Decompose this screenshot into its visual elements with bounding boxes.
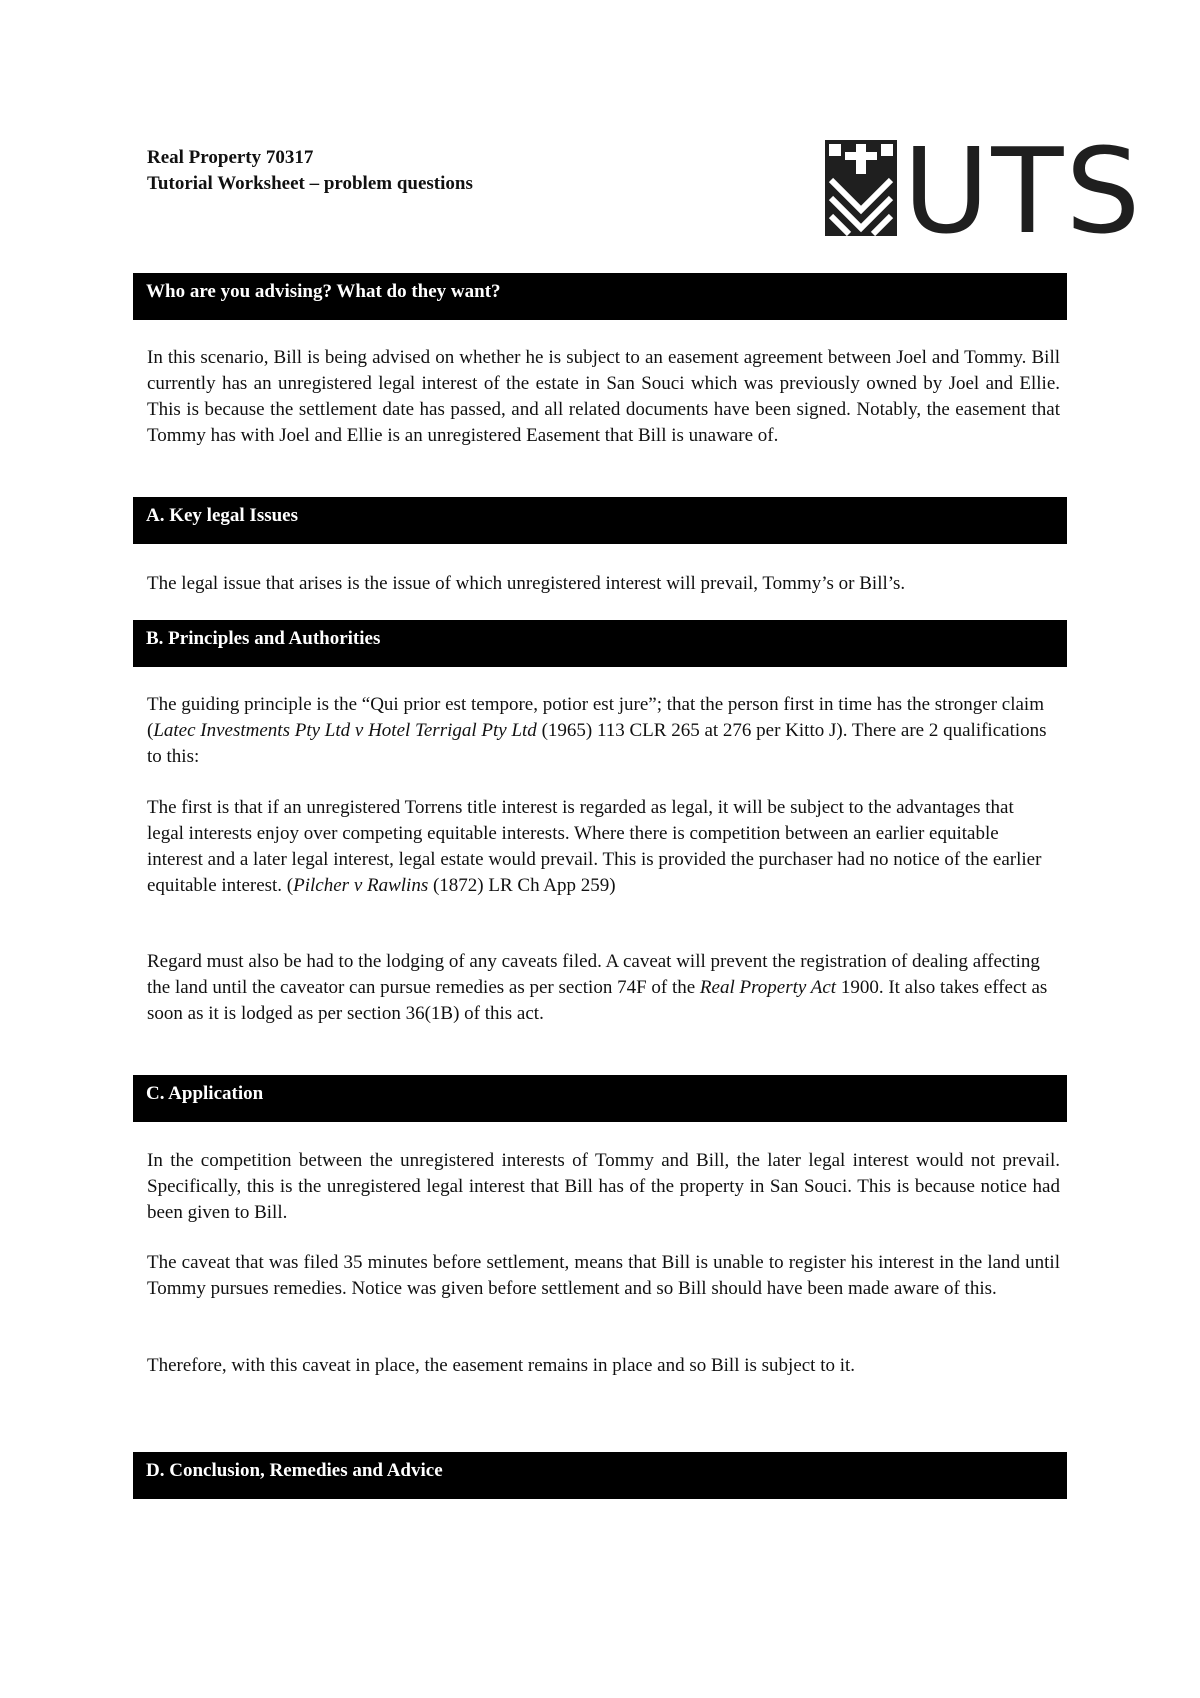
section-heading-key-issues: A. Key legal Issues bbox=[133, 497, 1067, 544]
course-title: Real Property 70317 bbox=[147, 147, 314, 168]
principles-p1-text-b: (1965) 113 CLR 265 at 276 per Kitto J). There are 2 qualifications to this: bbox=[147, 720, 1047, 767]
section-heading-principles: B. Principles and Authorities bbox=[133, 620, 1067, 667]
uts-crest-icon bbox=[825, 140, 897, 236]
worksheet-subtitle: Tutorial Worksheet – problem questions bbox=[147, 173, 473, 194]
document-title bbox=[147, 145, 473, 197]
principles-p2-text-a: The first is that if an unregistered Torrens title interest is regarded as legal, it will be subject to the advantages that legal interests enjoy over competing equitable interests. Where there is competition between an earlier equitable interest and a later legal interest, legal estate would prevail. This is provided the purchaser had no notice of the earlier equitable interest. ( bbox=[147, 797, 1042, 896]
act-citation: Real Property Act bbox=[699, 977, 837, 998]
application-paragraph-2: The caveat that was filed 35 minutes before settlement, means that Bill is unable to register his interest in the land until Tommy pursues remedies. Notice was given before settlement and so Bill should have been made aware of this. bbox=[147, 1252, 1060, 1299]
section-heading-conclusion: D. Conclusion, Remedies and Advice bbox=[133, 1452, 1067, 1499]
uts-logo bbox=[825, 122, 1143, 260]
principles-paragraph-2 bbox=[147, 795, 1047, 899]
principles-p2-text-b: (1872) LR Ch App 259) bbox=[428, 875, 616, 896]
advising-paragraph: In this scenario, Bill is being advised on whether he is subject to an easement agreement between Joel and Tommy. Bill currently has an unregistered legal interest of the estate in San Souci which was previously owned by Joel and Ellie. This is because the settlement date has passed, and all related documents have been signed. Notably, the easement that Tommy has with Joel and Ellie is an unregistered Easement that Bill is unaware of. bbox=[147, 347, 1060, 446]
section-heading-application: C. Application bbox=[133, 1075, 1067, 1122]
application-paragraph-1: In the competition between the unregistered interests of Tommy and Bill, the later legal interest would not prevail. Specifically, this is the unregistered legal interest that Bill has of the property in San Souci. This is because notice had been given to Bill. bbox=[147, 1150, 1060, 1223]
section-heading-advising: Who are you advising? What do they want? bbox=[133, 273, 1067, 320]
principles-p3-text-b: 1900. It also takes effect as soon as it is lodged as per section 36(1B) of this act. bbox=[147, 977, 1048, 1024]
principles-paragraph-3 bbox=[147, 949, 1052, 1027]
principles-p1-text-a: The guiding principle is the “Qui prior est tempore, potior est jure”; that the person first in time has the stronger claim ( bbox=[147, 694, 1044, 741]
principles-p3-text-a: Regard must also be had to the lodging of any caveats filed. A caveat will prevent the registration of dealing affecting the land until the caveator can pursue remedies as per section 74F of the bbox=[147, 951, 1040, 998]
case-citation-latec: Latec Investments Pty Ltd v Hotel Terrigal Pty Ltd bbox=[153, 720, 537, 741]
principles-paragraph-1 bbox=[147, 692, 1047, 770]
application-paragraph-3: Therefore, with this caveat in place, the easement remains in place and so Bill is subject to it. bbox=[147, 1355, 856, 1376]
key-issues-paragraph: The legal issue that arises is the issue of which unregistered interest will prevail, Tommy’s or Bill’s. bbox=[147, 573, 906, 594]
logo-text: UTS bbox=[903, 122, 1143, 260]
case-citation-pilcher: Pilcher v Rawlins bbox=[293, 875, 429, 896]
